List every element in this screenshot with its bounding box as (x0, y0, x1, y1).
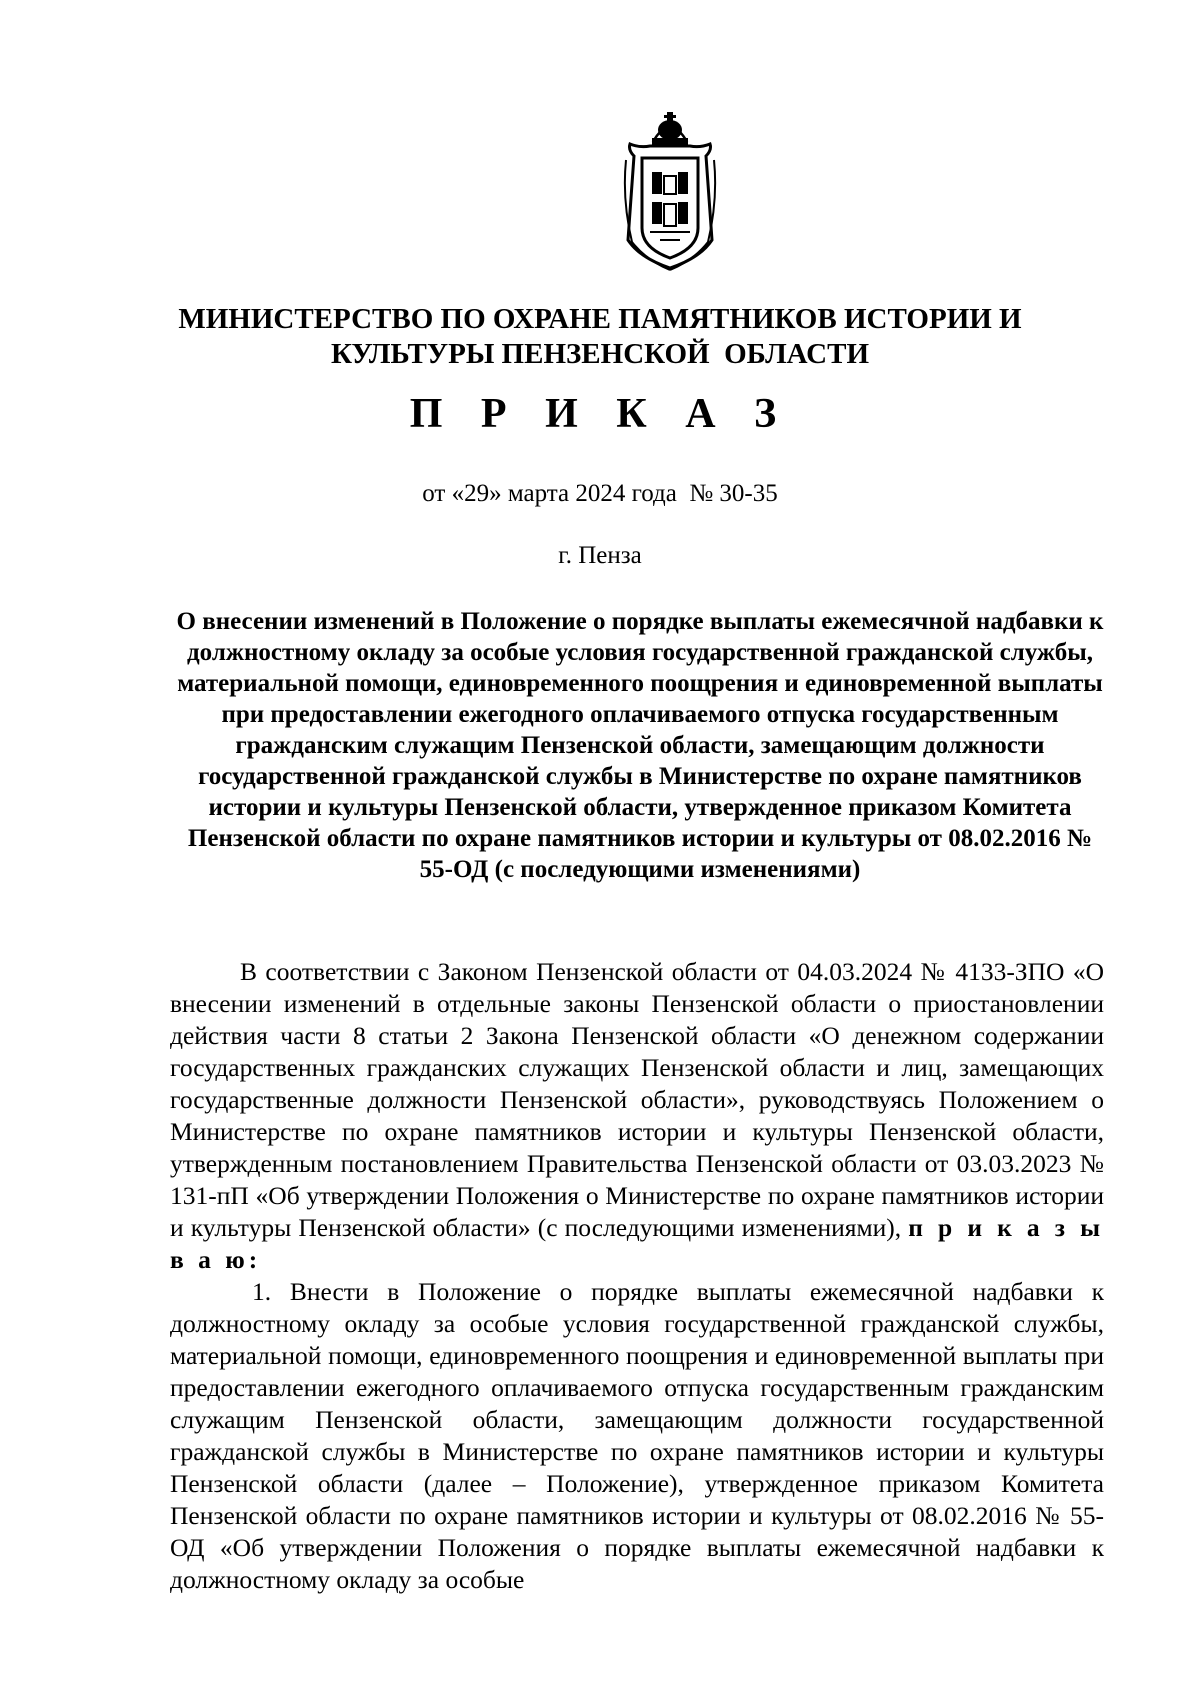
order-subject-heading: О внесении изменений в Положение о порядке выплаты ежемесячной надбавки к должностному окладу за особые условия государственной гражданской службы, материальной помощи, единовременного поощрения и единовременной выплаты при предоставлении ежегодного оплачиваемого отпуска государственным гражданским служащим Пензенской области, замещающим должности государственной гражданской службы в Министерстве по охране памятников истории и культуры Пензенской области, утвержденное приказом Комитета Пензенской области по охране памятников истории и культуры от 08.02.2016 № 55-ОД (с последующими изменениями) (176, 608, 1104, 883)
preamble-paragraph (170, 956, 1104, 1276)
order-title: П Р И К А З (409, 391, 791, 437)
ministry-line-1: МИНИСТЕРСТВО ПО ОХРАНЕ ПАМЯТНИКОВ ИСТОРИИ И (178, 303, 1022, 335)
order-date-number: от «29» марта 2024 года № 30-35 (422, 480, 778, 507)
coat-of-arms-icon (620, 110, 720, 272)
ministry-line-2: КУЛЬТУРЫ ПЕНЗЕНСКОЙ ОБЛАСТИ (330, 338, 870, 370)
ministry-name (150, 302, 1050, 372)
clause-1-paragraph: 1. Внести в Положение о порядке выплаты ежемесячной надбавки к должностному окладу за особые условия государственной гражданской службы, материальной помощи, единовременного поощрения и единовременной выплаты при предоставлении ежегодного оплачиваемого отпуска государственным гражданским служащим Пензенской области, замещающим должности государственной гражданской службы в Министерстве по охране памятников истории и культуры Пензенской области (далее – Положение), утвержденное приказом Комитета Пензенской области по охране памятников истории и культуры от 08.02.2016 № 55-ОД «Об утверждении Положения о порядке выплаты ежемесячной надбавки к должностному окладу за особые (170, 1277, 1104, 1594)
order-city: г. Пенза (558, 542, 642, 569)
directive-word: п р и к а з ы в а ю: (170, 1213, 1105, 1274)
preamble-text: В соответствии с Законом Пензенской области от 04.03.2024 № 4133-ЗПО «О внесении изменений в отдельные законы Пензенской области о приостановлении действия части 8 статьи 2 Закона Пензенской области «О денежном содержании государственных гражданских служащих Пензенской области и лиц, замещающих государственные должности Пензенской области», руководствуясь Положением о Министерстве по охране памятников истории и культуры Пензенской области, утвержденным постановлением Правительства Пензенской области от 03.03.2023 № 131-пП «Об утверждении Положения о Министерстве по охране памятников истории и культуры Пензенской области» (с последующими изменениями), (170, 957, 1104, 1242)
order-body (170, 956, 1104, 1596)
